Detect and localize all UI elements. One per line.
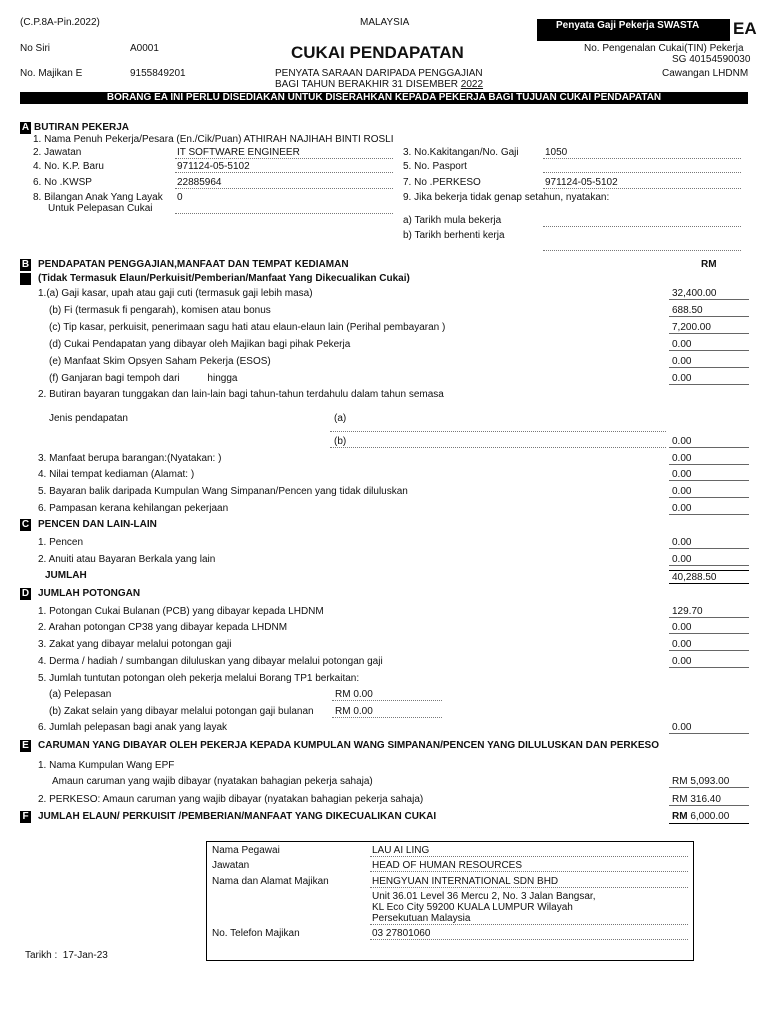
jenis-amount: 0.00 <box>672 436 692 447</box>
alamat-underline <box>370 924 688 925</box>
epf-amaun-label: Amaun caruman yang wajib dibayar (nyatakan bahagian pekerja sahaja) <box>52 776 373 787</box>
jenis-b-underline <box>330 447 666 448</box>
kakitangan-underline <box>543 158 741 159</box>
kakitangan-label: 3. No.Kakitangan/No. Gaji <box>403 147 519 158</box>
d-item-3-label: 3. Zakat yang dibayar melalui potongan gaji <box>38 639 232 650</box>
b-item-4-label: 4. Nilai tempat kediaman (Alamat: ) <box>38 469 195 480</box>
tarikh: Tarikh : 17-Jan-23 <box>25 950 108 961</box>
telefon-value: 03 27801060 <box>372 928 431 939</box>
berhenti-label: b) Tarikh berhenti kerja <box>403 230 505 241</box>
section-f-letter: F <box>20 811 31 823</box>
d-item-4-label: 4. Derma / hadiah / sumbangan diluluskan yang dibayar melalui potongan gaji <box>38 656 383 667</box>
b-item-a-label: 1.(a) Gaji kasar, upah atau gaji cuti (termasuk gaji lebih masa) <box>38 288 313 299</box>
mula-label: a) Tarikh mula bekerja <box>403 215 502 226</box>
b-item-5-line <box>669 497 749 498</box>
epf-amount: RM 5,093.00 <box>672 776 730 787</box>
b-item-e-amount: 0.00 <box>672 356 692 367</box>
nama-pegawai-label: Nama Pegawai <box>212 845 280 856</box>
section-c-letter: C <box>21 519 30 530</box>
sig-jawatan-label: Jawatan <box>212 860 250 871</box>
b-item-6-amount: 0.00 <box>672 503 692 514</box>
section-b-letter-fill <box>20 273 31 285</box>
banner: BORANG EA INI PERLU DISEDIAKAN UNTUK DISERAHKAN KEPADA PEKERJA BAGI TUJUAN CUKAI PENDAPATAN <box>20 92 748 104</box>
d-anak-line <box>669 733 749 734</box>
b-item-f-amount: 0.00 <box>672 373 692 384</box>
perkeso-amaun-label: 2. PERKESO: Amaun caruman yang wajib dibayar (nyatakan bahagian pekerja sahaja) <box>38 794 424 805</box>
b-item-5-amount: 0.00 <box>672 486 692 497</box>
section-f-value: 6,000.00 <box>690 811 730 822</box>
jenis-a-underline <box>330 431 666 432</box>
telefon-label: No. Telefon Majikan <box>212 928 300 939</box>
jawatan-value: IT SOFTWARE ENGINEER <box>177 147 300 158</box>
sig-jawatan-underline <box>370 871 688 872</box>
c-item-1-line <box>669 548 749 549</box>
c-item-2-amount: 0.00 <box>672 554 692 565</box>
b-item-6-label: 6. Pampasan kerana kehilangan pekerjaan <box>38 503 229 514</box>
jenis-b-label: (b) <box>334 436 347 447</box>
section-f-title: JUMLAH ELAUN/ PERKUISIT /PEMBERIAN/MANFAAT YANG DIKECUALIKAN CUKAI <box>38 811 437 822</box>
kp-value: 971124-05-5102 <box>177 161 250 172</box>
jumlah-bottom-line <box>669 583 749 584</box>
jawatan-underline <box>175 158 393 159</box>
anak-underline <box>175 213 393 214</box>
nama-pekerja-label: 1. Nama Penuh Pekerja/Pesara (En./Cik/Puan) ATHIRAH NAJIHAH BINTI ROSLI <box>33 134 394 145</box>
d-item-1-amount: 129.70 <box>672 606 703 617</box>
d-item-3-line <box>669 650 749 651</box>
section-c-title: PENCEN DAN LAIN-LAIN <box>38 519 157 530</box>
section-f-rm: RM <box>672 811 688 822</box>
subtitle-2: BAGI TAHUN BERAKHIR 31 DISEMBER 2022 <box>275 79 484 90</box>
kwsp-value: 22885964 <box>177 177 222 188</box>
tunggakan-label: 2. Butiran bayaran tunggakan dan lain-lain bagi tahun-tahun terdahulu dalam tahun semasa <box>38 389 444 400</box>
b-item-d-amount: 0.00 <box>672 339 692 350</box>
d-item-4-line <box>669 667 749 668</box>
no-majikan-label: No. Majikan E <box>20 68 83 79</box>
c-item-2-label: 2. Anuiti atau Bayaran Berkala yang lain <box>38 554 216 565</box>
b-item-f-label: (f) Ganjaran bagi tempoh dari hingga <box>49 373 238 384</box>
d-item-1-line <box>669 617 749 618</box>
swasta-badge: Penyata Gaji Pekerja SWASTA <box>537 19 730 41</box>
no-majikan-value: 9155849201 <box>130 68 186 79</box>
zakat-tp1-value: RM 0.00 <box>335 706 373 717</box>
majikan-underline <box>370 887 688 888</box>
section-a-title: BUTIRAN PEKERJA <box>34 122 130 133</box>
pasport-underline <box>543 172 741 173</box>
perkeso-underline <box>543 188 741 189</box>
tin-value: SG 40154590030 <box>672 54 751 65</box>
anak-label-1: 8. Bilangan Anak Yang Layak <box>33 192 163 203</box>
section-b-subtitle: (Tidak Termasuk Elaun/Perkuisit/Pemberian/Manfaat Yang Dikecualikan Cukai) <box>38 273 410 284</box>
d-item-1-label: 1. Potongan Cukai Bulanan (PCB) yang dibayar kepada LHDNM <box>38 606 324 617</box>
d-anak-amount: 0.00 <box>672 722 692 733</box>
section-f-line <box>669 823 749 824</box>
form-code: (C.P.8A-Pin.2022) <box>20 17 100 28</box>
tp1-label: 5. Jumlah tuntutan potongan oleh pekerja melalui Borang TP1 berkaitan: <box>38 673 360 684</box>
b-item-4-amount: 0.00 <box>672 469 692 480</box>
pasport-label: 5. No. Pasport <box>403 161 467 172</box>
pelepasan-value: RM 0.00 <box>335 689 373 700</box>
rm-heading: RM <box>701 259 717 270</box>
kwsp-underline <box>175 188 393 189</box>
perkeso-value: 971124-05-5102 <box>545 177 618 188</box>
b-item-c-amount: 7,200.00 <box>672 322 711 333</box>
section-a-letter: A <box>21 122 30 133</box>
section-e-title: CARUMAN YANG DIBAYAR OLEH PEKERJA KEPADA KUMPULAN WANG SIMPANAN/PENCEN YANG DILULUSKAN DAN PERKESO <box>38 740 659 751</box>
jumlah-value: 40,288.50 <box>672 572 717 583</box>
nama-pegawai-value: LAU AI LING <box>372 845 430 856</box>
b-item-f-line <box>669 384 749 385</box>
kakitangan-value: 1050 <box>545 147 568 158</box>
section-e-letter: E <box>20 740 31 752</box>
section-b-title: PENDAPATAN PENGGAJIAN,MANFAAT DAN TEMPAT KEDIAMAN <box>38 259 349 270</box>
d-item-4-amount: 0.00 <box>672 656 692 667</box>
jumlah-label: JUMLAH <box>45 570 87 581</box>
cawangan-label: Cawangan LHDNM <box>662 68 749 79</box>
b-item-3-label: 3. Manfaat berupa barangan:(Nyatakan: ) <box>38 453 222 464</box>
b-item-4-line <box>669 480 749 481</box>
b-item-e-label: (e) Manfaat Skim Opsyen Saham Pekerja (ESOS) <box>49 356 271 367</box>
section-d-title: JUMLAH POTONGAN <box>38 588 141 599</box>
subtitle-1: PENYATA SARAAN DARIPADA PENGGAJIAN <box>275 68 483 79</box>
berhenti-underline <box>543 250 741 251</box>
anak-label-2: Untuk Pelepasan Cukai <box>48 203 153 214</box>
telefon-underline <box>370 939 688 940</box>
perkeso-line <box>669 805 749 806</box>
tin-label: No. Pengenalan Cukai(TIN) Pekerja <box>584 43 744 54</box>
section-b-letter: B <box>21 259 30 270</box>
page-title: CUKAI PENDAPATAN <box>291 43 464 62</box>
majikan-value: HENGYUAN INTERNATIONAL SDN BHD <box>372 876 559 887</box>
no-siri-label: No Siri <box>20 43 51 54</box>
jumlah-top-line <box>669 570 749 571</box>
jenis-label: Jenis pendapatan <box>49 413 128 424</box>
sig-jawatan-value: HEAD OF HUMAN RESOURCES <box>372 860 523 871</box>
perkeso-label: 7. No .PERKESO <box>403 177 481 188</box>
section-d-letter: D <box>21 588 30 599</box>
perkeso-amount: RM 316.40 <box>672 794 721 805</box>
section-f-amount <box>672 811 729 823</box>
d-item-2-line <box>669 633 749 634</box>
kwsp-label: 6. No .KWSP <box>33 177 92 188</box>
d-anak-label: 6. Jumlah pelepasan bagi anak yang layak <box>38 722 228 733</box>
pelepasan-label: (a) Pelepasan <box>49 689 112 700</box>
majikan-label: Nama dan Alamat Majikan <box>212 876 329 887</box>
d-item-3-amount: 0.00 <box>672 639 692 650</box>
b-item-3-amount: 0.00 <box>672 453 692 464</box>
year-value: 2022 <box>460 79 484 90</box>
d-item-2-label: 2. Arahan potongan CP38 yang dibayar kepada LHDNM <box>38 622 288 633</box>
pelepasan-underline <box>332 700 442 701</box>
zakat-tp1-underline <box>332 717 442 718</box>
c-item-1-label: 1. Pencen <box>38 537 84 548</box>
genap-label: 9. Jika bekerja tidak genap setahun, nyatakan: <box>403 192 610 203</box>
mula-underline <box>543 226 741 227</box>
jawatan-label: 2. Jawatan <box>33 147 82 158</box>
country-label: MALAYSIA <box>360 17 410 28</box>
b-item-6-line <box>669 514 749 515</box>
d-item-2-amount: 0.00 <box>672 622 692 633</box>
b-item-5-label: 5. Bayaran balik daripada Kumpulan Wang Simpanan/Pencen yang tidak diluluskan <box>38 486 408 497</box>
c-item-1-amount: 0.00 <box>672 537 692 548</box>
alamat-line-2: KL Eco City 59200 KUALA LUMPUR Wilayah <box>372 902 573 913</box>
b-item-a-amount: 32,400.00 <box>672 288 717 299</box>
jenis-amount-line <box>669 447 749 448</box>
ea-label: EA <box>733 19 757 38</box>
epf-line <box>669 787 749 788</box>
nama-pegawai-underline <box>370 856 688 857</box>
b-item-d-line <box>669 350 749 351</box>
nama-pekerja-value: ATHIRAH NAJIHAH BINTI ROSLI <box>243 134 394 145</box>
b-item-b-label: (b) Fi (termasuk fi pengarah), komisen atau bonus <box>49 305 271 316</box>
b-item-c-label: (c) Tip kasar, perkuisit, penerimaan sagu hati atau elaun-elaun lain (Perihal pembayaran ) <box>49 322 446 333</box>
c-item-2-line <box>669 565 749 566</box>
alamat-line-1: Unit 36.01 Level 36 Mercu 2, No. 3 Jalan Bangsar, <box>372 891 596 902</box>
b-item-d-label: (d) Cukai Pendapatan yang dibayar oleh Majikan bagi pihak Pekerja <box>49 339 351 350</box>
no-siri-value: A0001 <box>130 43 159 54</box>
anak-value: 0 <box>177 192 183 203</box>
b-item-a-line <box>669 299 749 300</box>
kp-label: 4. No. K.P. Baru <box>33 161 104 172</box>
b-item-b-line <box>669 316 749 317</box>
jenis-a-label: (a) <box>334 413 347 424</box>
b-item-3-line <box>669 464 749 465</box>
epf-label: 1. Nama Kumpulan Wang EPF <box>38 760 175 771</box>
zakat-tp1-label: (b) Zakat selain yang dibayar melalui potongan gaji bulanan <box>49 706 314 717</box>
b-item-b-amount: 688.50 <box>672 305 703 316</box>
b-item-e-line <box>669 367 749 368</box>
alamat-line-3: Persekutuan Malaysia <box>372 913 471 924</box>
b-item-c-line <box>669 333 749 334</box>
kp-underline <box>175 172 393 173</box>
